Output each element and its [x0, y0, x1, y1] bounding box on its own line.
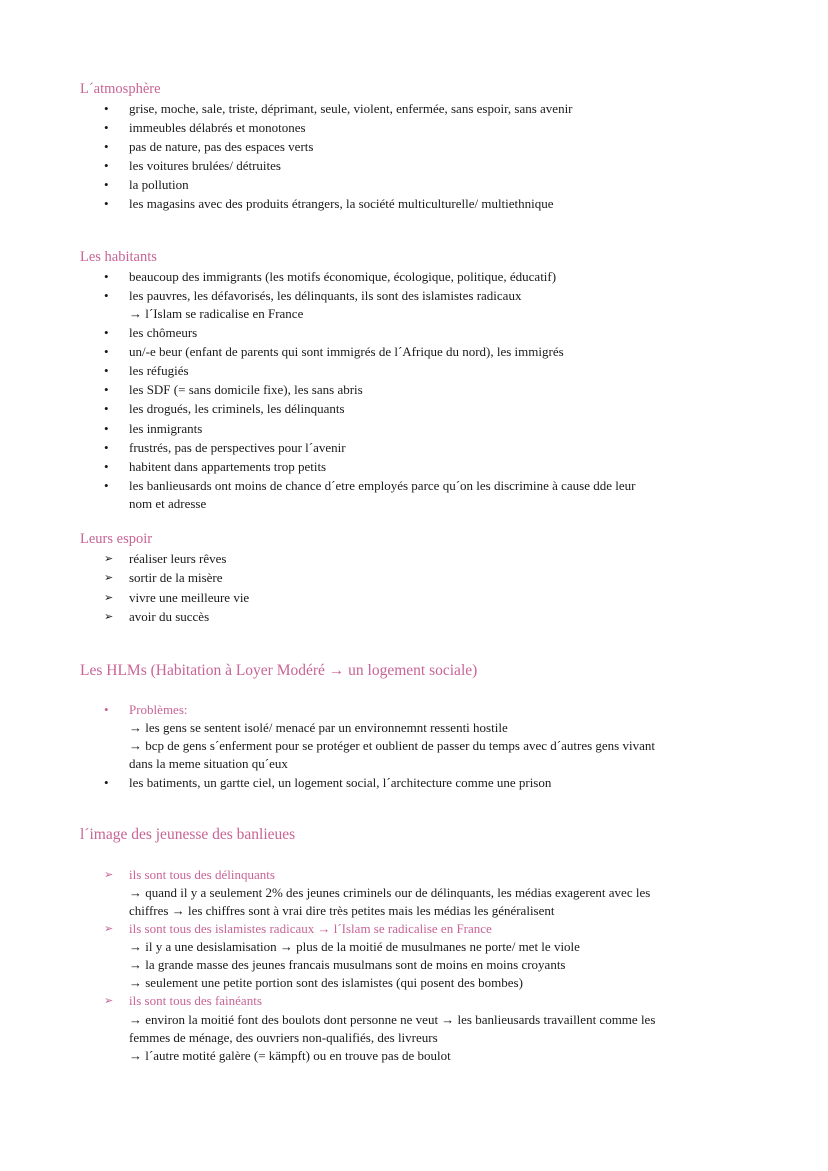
subsection-head: ils sont tous des fainéants: [129, 993, 262, 1008]
bullet-icon: •: [104, 344, 109, 359]
arrow-bullet-icon: ➢: [104, 572, 114, 584]
list-item-continuation: → seulement une petite portion sont des islamistes (qui posent des bombes): [129, 975, 523, 990]
list-item: les SDF (= sans domicile fixe), les sans abris: [129, 382, 363, 397]
bullet-icon: •: [104, 478, 109, 493]
arrow-bullet-icon: ➢: [104, 923, 114, 935]
list-item-continuation: → environ la moitié font des boulots dont personne ne veut → les banlieusards travaillent comme les: [129, 1012, 656, 1027]
arrow-bullet-icon: ➢: [104, 869, 114, 881]
list-item: les batiments, un gartte ciel, un logement social, l´architecture comme une prison: [129, 775, 552, 790]
list-item: les inmigrants: [129, 421, 203, 436]
list-item: habitent dans appartements trop petits: [129, 459, 327, 474]
list-item: immeubles délabrés et monotones: [129, 120, 306, 135]
bullet-icon: •: [104, 269, 109, 284]
list-item: les drogués, les criminels, les délinquants: [129, 401, 345, 416]
bullet-icon: •: [104, 440, 109, 455]
list-item: les voitures brulées/ détruites: [129, 158, 281, 173]
bullet-icon: •: [104, 288, 109, 303]
bullet-icon: •: [104, 459, 109, 474]
list-item: frustrés, pas de perspectives pour l´avenir: [129, 440, 346, 455]
list-item-continuation: dans la meme situation qu´eux: [129, 756, 288, 771]
list-item: les réfugiés: [129, 363, 189, 378]
list-item: vivre une meilleure vie: [129, 590, 250, 605]
bullet-icon: •: [104, 158, 109, 173]
list-item: beaucoup des immigrants (les motifs économique, écologique, politique, éducatif): [129, 269, 557, 284]
bullet-icon: •: [104, 325, 109, 340]
list-item: grise, moche, sale, triste, déprimant, seule, violent, enfermée, sans espoir, sans avenir: [129, 101, 573, 116]
list-item-continuation: nom et adresse: [129, 496, 207, 511]
arrow-bullet-icon: ➢: [104, 553, 114, 565]
list-item-continuation: femmes de ménage, des ouvriers non-qualifiés, des livreurs: [129, 1030, 438, 1045]
list-item-continuation: chiffres → les chiffres sont à vrai dire très petites mais les médias les généralisent: [129, 903, 555, 918]
bullet-icon: •: [104, 196, 109, 211]
list-item-continuation: → l´Islam se radicalise en France: [129, 306, 304, 321]
arrow-bullet-icon: ➢: [104, 592, 114, 604]
heading-image: l´image des jeunesse des banlieues: [80, 826, 296, 843]
bullet-icon: •: [104, 139, 109, 154]
bullet-icon: •: [104, 120, 109, 135]
heading-espoir: Leurs espoir: [80, 531, 153, 547]
bullet-icon: •: [104, 702, 109, 717]
bullet-icon: •: [104, 363, 109, 378]
bullet-icon: •: [104, 775, 109, 790]
list-item: avoir du succès: [129, 609, 210, 624]
problems-label: Problèmes:: [129, 702, 188, 717]
heading-atmosphere: L´atmosphère: [80, 81, 161, 97]
bullet-icon: •: [104, 177, 109, 192]
subsection-head: ils sont tous des islamistes radicaux → l´Islam se radicalise en France: [129, 921, 492, 936]
list-item-continuation: → il y a une desislamisation → plus de la moitié de musulmanes ne porte/ met le viole: [129, 939, 580, 954]
list-item: les pauvres, les défavorisés, les délinquants, ils sont des islamistes radicaux: [129, 288, 522, 303]
heading-hlm: Les HLMs (Habitation à Loyer Modéré → un logement sociale): [80, 662, 478, 679]
list-item: la pollution: [129, 177, 189, 192]
list-item: les magasins avec des produits étrangers, la société multiculturelle/ multiethnique: [129, 196, 554, 211]
arrow-bullet-icon: ➢: [104, 611, 114, 623]
list-item-continuation: → la grande masse des jeunes francais musulmans sont de moins en moins croyants: [129, 957, 566, 972]
heading-habitants: Les habitants: [80, 249, 157, 265]
bullet-icon: •: [104, 382, 109, 397]
list-item-continuation: → bcp de gens s´enferment pour se protéger et oublient de passer du temps avec d´autres gens vivant: [129, 738, 655, 753]
bullet-icon: •: [104, 101, 109, 116]
list-item: réaliser leurs rêves: [129, 551, 227, 566]
list-item-continuation: → les gens se sentent isolé/ menacé par un environnemnt ressenti hostile: [129, 720, 508, 735]
list-item: les banlieusards ont moins de chance d´etre employés parce qu´on les discrimine à cause dde leur: [129, 478, 636, 493]
list-item: pas de nature, pas des espaces verts: [129, 139, 314, 154]
bullet-icon: •: [104, 421, 109, 436]
list-item-continuation: → l´autre motité galère (= kämpft) ou en trouve pas de boulot: [129, 1048, 451, 1063]
bullet-icon: •: [104, 401, 109, 416]
list-item: sortir de la misère: [129, 570, 223, 585]
list-item-continuation: → quand il y a seulement 2% des jeunes criminels our de délinquants, les médias exagerent avec les: [129, 885, 651, 900]
list-item: un/-e beur (enfant de parents qui sont immigrés de l´Afrique du nord), les immigrés: [129, 344, 564, 359]
arrow-bullet-icon: ➢: [104, 995, 114, 1007]
subsection-head: ils sont tous des délinquants: [129, 867, 275, 882]
list-item: les chômeurs: [129, 325, 198, 340]
